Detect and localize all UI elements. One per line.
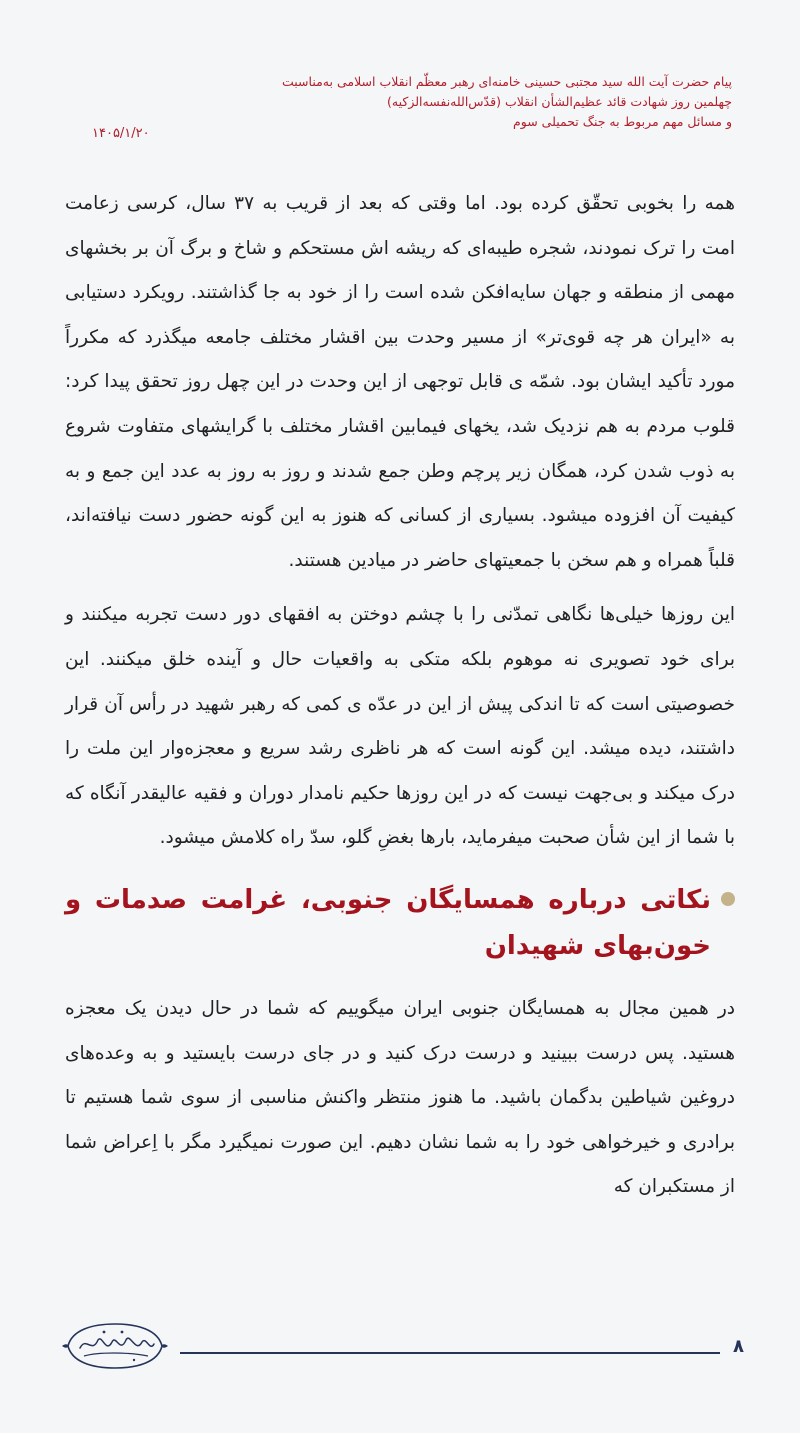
bullet-dot-icon bbox=[721, 892, 735, 906]
footer-rule bbox=[180, 1352, 720, 1354]
calligraphy-seal-icon bbox=[58, 1318, 172, 1374]
page-number: ۸ bbox=[733, 1336, 744, 1357]
header-block bbox=[92, 72, 732, 141]
section-heading bbox=[65, 877, 735, 969]
header-line-2: چهلمین روز شهادت قائد عظیم‌الشأن انقلاب (قدّس‌الله‌نفسه‌الزکیه) bbox=[387, 94, 732, 109]
paragraph-1: همه را بخوبی تحقّق کرده بود. اما وقتی که بعد از قریب به ۳۷ سال، کرسی زعامت امت را ترک نمودند، شجره طیبه‌ای که ریشه اش مستحکم و شاخ و برگ آن بر بخشهای مهمی از منطقه و جهان سایه‌افکن شده است را از خود به جا گذاشتند. رویکرد دستیابی به «ایران هر چه قوی‌تر» از مسیر وحدت بین اقشار مختلف جامعه میگذرد که مکرراً مورد تأکید ایشان بود. شمّه ی قابل توجهی از این وحدت در این چهل روز تحقق پیدا کرد: قلوب مردم به هم نزدیک شد، یخهای فیمابین اقشار مختلف با گرایشهای متفاوت شروع به ذوب شدن کرد، همگان زیر پرچم وطن جمع شدند و روز به روز به عدد این جمع و به کیفیت آن افزوده میشود. بسیاری از کسانی که هنوز به این گونه حضور دست نیافته‌اند، قلباً همراه و هم سخن با جمعیتهای حاضر در میادین هستند. bbox=[65, 193, 735, 571]
header-date: ۱۴۰۵/۱/۲۰ bbox=[92, 126, 150, 141]
paragraph-2: این روزها خیلی‌ها نگاهی تمدّنی را با چشم دوختن به افقهای دور دست تجربه میکنند و برای خود تصویری نه موهوم بلکه متکی به واقعیات حال و آینده خلق میکنند. این خصوصیتی است که تا اندکی پیش از این در عدّه ی کمی که رهبر شهید در رأس آن قرار داشتند، دیده میشد. این گونه است که هر ناظری رشد سریع و معجزه‌وار این ملت را درک میکند و بی‌جهت نیست که در این روزها حکیم نامدار دوران و فقیه عالیقدر آنگاه که با شما از این شأن صحبت میفرماید، بارها بغضِ گلو، سدّ راه کلامش میشود. bbox=[65, 604, 735, 849]
paragraph-3: در همین مجال به همسایگان جنوبی ایران میگوییم که شما در حال دیدن یک معجزه هستید. پس درست ببینید و درست درک کنید و در جای درست بایستید و به وعده‌های دروغین شیاطین بدگمان باشید. ما هنوز منتظر واکنش مناسبی از سوی شما هستیم تا برادری و خیرخواهی خود را به شما نشان دهیم. این صورت نمیگیرد مگر با اِعراض شما از مستکبران که bbox=[65, 997, 735, 1198]
section-heading-text: نکاتی درباره همسایگان جنوبی، غرامت صدمات و خون‌بهای شهیدان bbox=[65, 884, 711, 961]
header-line-3: و مسائل مهم مربوط به جنگ تحمیلی سوم bbox=[513, 114, 732, 129]
header-line-1: پیام حضرت آیت الله سید مجتبی حسینی خامنه‌ای رهبر معظّم انقلاب اسلامی به‌مناسبت bbox=[282, 74, 732, 89]
body-content bbox=[65, 182, 735, 1210]
